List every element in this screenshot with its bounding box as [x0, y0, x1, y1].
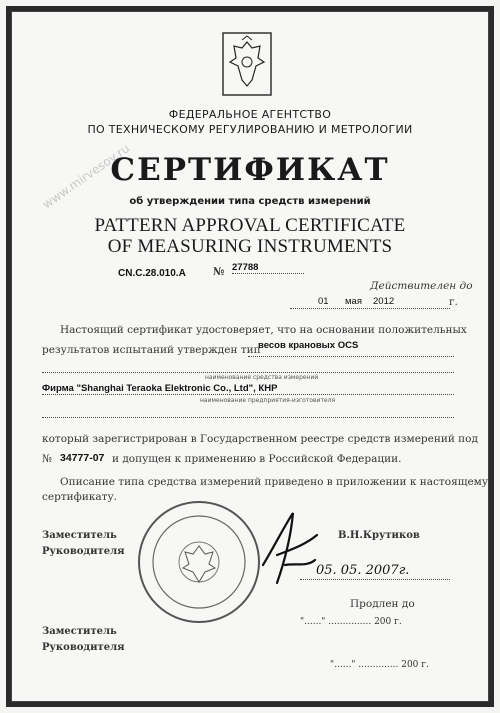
official-seal-icon: [135, 498, 263, 626]
valid-year: 2012: [373, 296, 395, 307]
coat-of-arms-icon: [222, 32, 272, 96]
deputy-title-2b: Руководителя: [42, 642, 125, 653]
document-subtitle: об утверждении типа средств измерений: [129, 196, 371, 207]
manufacturer-caption: наименование предприятия-изготовителя: [200, 397, 336, 404]
instrument-type: весов крановых OCS: [258, 340, 359, 351]
registry-number-label: №: [42, 453, 52, 465]
signature-date: 05. 05. 2007г.: [316, 563, 410, 578]
deputy-title-1a: Заместитель: [42, 530, 117, 541]
instrument-caption: наименование средства измерений: [205, 374, 319, 381]
instrument-line2: [42, 360, 454, 373]
valid-month: мая: [345, 296, 362, 307]
manufacturer-line2: [42, 405, 454, 418]
manufacturer-name: Фирма "Shanghai Teraoka Elektronic Co., Ltd", КНР: [42, 383, 278, 394]
registry-approval-text: и допущен к применению в Российской Федерации.: [112, 453, 402, 465]
handwritten-signature-icon: [255, 505, 325, 590]
extension-date-2: "......" .............. 200 г.: [330, 660, 429, 670]
valid-until-label: Действителен до: [370, 280, 473, 292]
paragraph1-line1: Настоящий сертификат удостоверяет, что на основании положительных: [60, 324, 467, 336]
watermark-text: www.mirvesov.ru: [40, 141, 133, 212]
valid-year-suffix: г.: [449, 296, 458, 308]
certificate-number: 27788: [232, 262, 304, 274]
manufacturer-line: [42, 382, 454, 395]
paragraph1-line2: результатов испытаний утвержден тип: [42, 344, 261, 356]
valid-date-line: [290, 296, 450, 309]
english-title-line1: PATTERN APPROVAL CERTIFICATE: [94, 215, 406, 236]
paragraph3-line2: сертификату.: [42, 491, 117, 503]
extended-until-label: Продлен до: [350, 598, 415, 610]
extension-date-1: "......" ............... 200 г.: [300, 617, 402, 627]
valid-day: 01: [318, 296, 329, 307]
deputy-title-1b: Руководителя: [42, 546, 125, 557]
signature-date-line: [300, 579, 450, 580]
document-title: СЕРТИФИКАТ: [110, 152, 390, 188]
paragraph2-line1: который зарегистрирован в Государственном реестре средств измерений под: [42, 433, 478, 445]
agency-name-line1: ФЕДЕРАЛЬНОЕ АГЕНТСТВО: [168, 108, 332, 121]
number-label: №: [213, 266, 225, 278]
registry-number: 34777-07: [60, 452, 105, 464]
signer-name: В.Н.Крутиков: [338, 530, 420, 541]
certificate-code: CN.C.28.010.A: [118, 268, 186, 279]
paragraph3-line1: Описание типа средства измерений приведено в приложении к настоящему: [60, 476, 489, 488]
deputy-title-2a: Заместитель: [42, 626, 117, 637]
english-title-line2: OF MEASURING INSTRUMENTS: [107, 236, 393, 257]
agency-name-line2: ПО ТЕХНИЧЕСКОМУ РЕГУЛИРОВАНИЮ И МЕТРОЛОГИИ: [87, 123, 413, 136]
